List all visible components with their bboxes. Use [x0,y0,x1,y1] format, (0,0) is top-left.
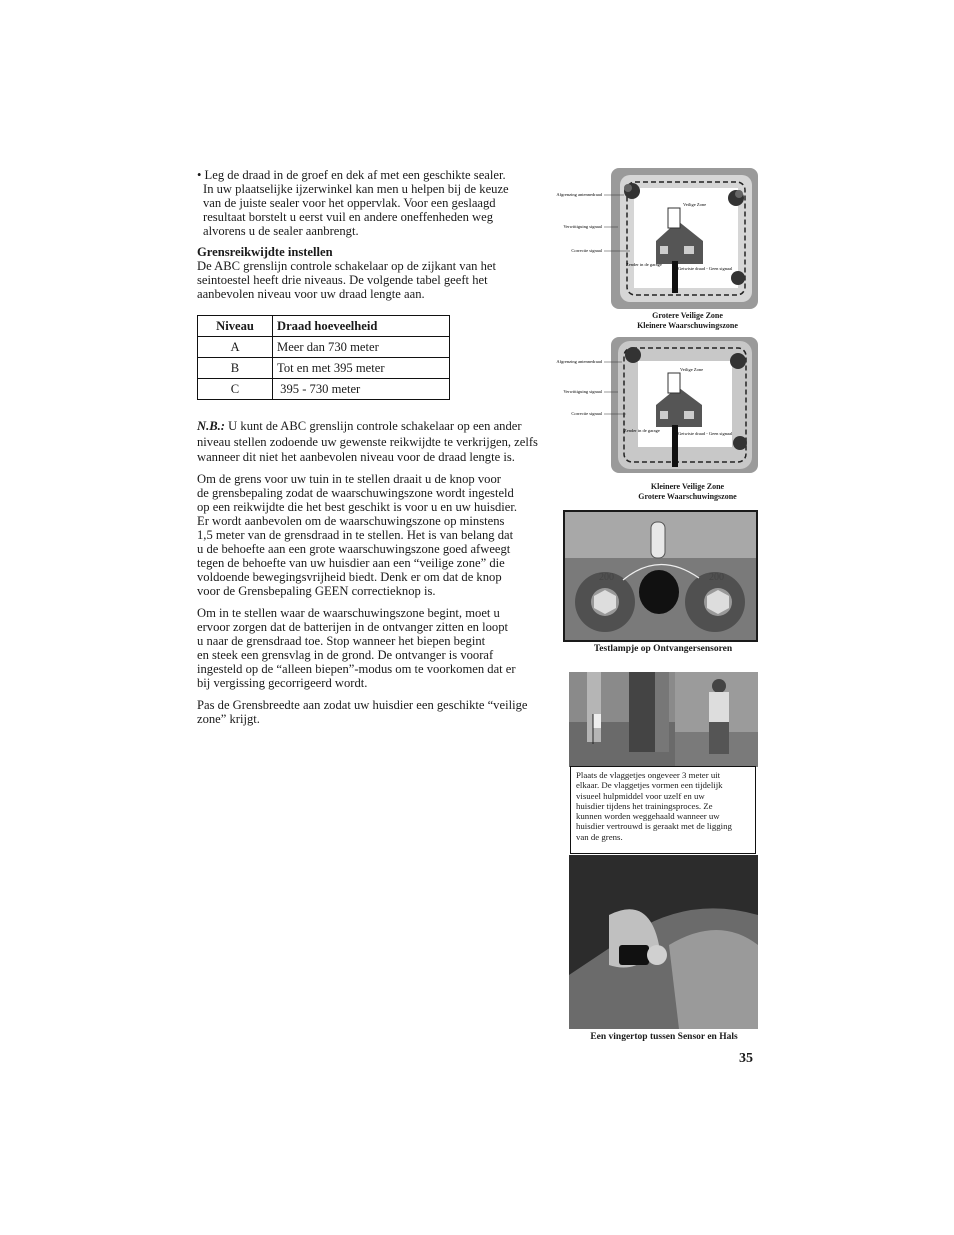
paragraph-line: Om de grens voor uw tuin in te stellen draait u de knop voor [197,472,501,486]
table-row [198,379,450,400]
label-antenna: Afgrenzing antennedraad [556,192,602,197]
table-cell: B [198,358,273,379]
bullet-line: resultaat borstelt u eerst vuil en andere oneffenheden weg [203,210,494,224]
table-header-row [198,316,450,337]
receiver-collar [619,945,649,965]
tree-icon [625,347,641,363]
flag-photo-left [569,672,675,767]
diagram1-caption [610,311,765,331]
tree-icon [624,183,640,199]
table-header: Draad hoeveelheid [273,316,450,337]
label-twisted: Getwiste draad - Geen signaal [678,266,733,271]
paragraph-warning-zone [197,606,557,690]
flag-photo-right [675,672,758,767]
label-twisted: Getwiste draad - Geen signaal [678,431,733,436]
tree-icon [730,353,746,369]
intro-line: aanbevolen niveau voor uw draad lengte aan. [197,287,425,301]
paragraph-boundary-width [197,698,557,726]
table-cell: Meer dan 730 meter [273,337,450,358]
paragraph-line: tegen de behoefte van uw huisdier aan een “veilige zone” die [197,556,505,570]
flag-text-line: visueel hulpmiddel voor uzelf en uw [576,790,705,801]
caption-line: Grotere Veilige Zone [652,311,723,320]
flag-instructions [570,766,756,854]
paragraph-line: Om in te stellen waar de waarschuwingszone begint, moet u [197,606,500,620]
diagram-larger-safe-zone [556,166,760,311]
flag-text-line: Plaats de vlaggetjes ongeveer 3 meter uit [576,770,721,780]
paragraph-line: ervoor zorgen dat de batterijen in de ontvanger zitten en loopt [197,620,509,634]
paragraph-line: voldoende bewegingsvrijheid biedt. Denk er om dat de knop [197,570,502,584]
paragraph-line: u de behoefte aan een grote waarschuwingszone goed afweegt [197,542,511,556]
label-correction: Correctie signaal [571,248,602,253]
bullet-first-line: • Leg de draad in de groef en dek af met een geschikte sealer. [197,168,506,182]
table-cell: Tot en met 395 meter [273,358,450,379]
flag-text-line: elkaar. De vlaggetjes vormen een tijdelijk [576,780,723,791]
table-row [198,358,450,379]
page-number: 35 [739,1051,753,1066]
tree-icon [733,436,747,450]
bullet-line: van de juiste sealer voor het oppervlak. Voor een geslaagd [203,196,496,210]
label-warning: Verwittiguing signaal [563,389,602,394]
level-table [197,315,450,400]
diagram-smaller-safe-zone [556,335,760,475]
tree-icon [731,271,745,285]
receiver-center [639,570,679,614]
diagram2-caption [610,482,765,502]
paragraph-line: ingesteld op de “alleen biepen”-modus om te voorkomen dat er [197,662,516,676]
label-garage: Zender in de garage [626,262,662,267]
note-line: U kunt de ABC grenslijn controle schakelaar op een ander [225,419,522,433]
paragraph-line: 1,5 meter van de grensdraad in te stellen. Het is van belang dat [197,528,514,542]
label-antenna: Afgrenzing antennedraad [556,359,602,364]
bullet-sealer [197,168,557,238]
intro-line: seintoestel heeft drie niveaus. De volgende tabel geeft het [197,273,488,287]
caption-line: Grotere Waarschuwingszone [638,492,737,501]
paragraph-line: zone” krijgt. [197,712,260,726]
flag-text-line: kunnen worden weggehaald wanneer uw [576,811,720,822]
paragraph-line: Pas de Grensbreedte aan zodat uw huisdier een geschikte “veilige [197,698,528,712]
flag-text-line: huisdier vertrouwd is geraakt met de ligging [576,821,732,832]
caption-line: Kleinere Waarschuwingszone [637,321,738,330]
label-garage: Zender in de garage [624,428,660,433]
sensor-photo [563,510,758,642]
note-line: niveau stellen zodoende uw gewenste reikwijdte te verkrijgen, zelfs [197,434,538,449]
intro-line: De ABC grenslijn controle schakelaar op de zijkant van het [197,259,497,273]
bullet-line: In uw plaatselijke ijzerwinkel kan men u helpen bij de keuze [203,182,509,196]
note-label: N.B.: [197,419,225,433]
flag-text-line: huisdier tijdens het trainingsproces. Ze [576,800,713,811]
note [197,419,557,466]
sensor-caption: Testlampje op Ontvangersensoren [593,644,733,654]
paragraph-line: bij vergissing gecorrigeerd wordt. [197,676,368,690]
sensor-label: 200 [709,572,724,583]
paragraph-line: op een reikwijdte die het best geschikt is voor u en uw huisdier. [197,500,518,514]
bullet-line: alvorens u de sealer aanbrengt. [203,224,359,238]
note-line: wanneer dit niet het aanbevolen niveau voor de draad lengte is. [197,450,515,464]
sensor-label: 200 [599,572,614,583]
paragraph-line: u naar de grensdraad toe. Stop wanneer het biepen begint [197,634,486,648]
table-header: Niveau [198,316,273,337]
table-cell: C [198,379,273,400]
paragraph-line: de grensbepaling zodat de waarschuwingszone wordt ingesteld [197,486,514,500]
paragraph-boundary-setting [197,472,557,598]
collar-caption: Een vingertop tussen Sensor en Hals [590,1032,738,1042]
flag-icon [593,714,601,728]
label-safe-zone: Veilige Zone [683,202,707,207]
table-cell: A [198,337,273,358]
paragraph-line: en steek een grensvlag in de grond. De ontvanger is vooraf [197,648,494,662]
table-row [198,337,450,358]
table-cell: 395 - 730 meter [273,379,450,400]
label-safe-zone: Veilige Zone [680,367,704,372]
caption-line: Kleinere Veilige Zone [650,482,725,491]
label-warning: Verwittiguing signaal [563,224,602,229]
label-correction: Correctie signaal [571,411,602,416]
paragraph-line: Er wordt aanbevolen om de waarschuwingszone op minstens [197,514,505,528]
section-heading: Grensreikwijdte instellen [197,245,333,259]
tree-icon [728,190,744,206]
collar-photo [569,855,758,1029]
flag-text-line: van de grens. [576,831,623,842]
section-intro [197,259,557,301]
test-lamp [651,522,665,558]
paragraph-line: voor de Grensbepaling GEEN correctieknop is. [197,584,436,598]
